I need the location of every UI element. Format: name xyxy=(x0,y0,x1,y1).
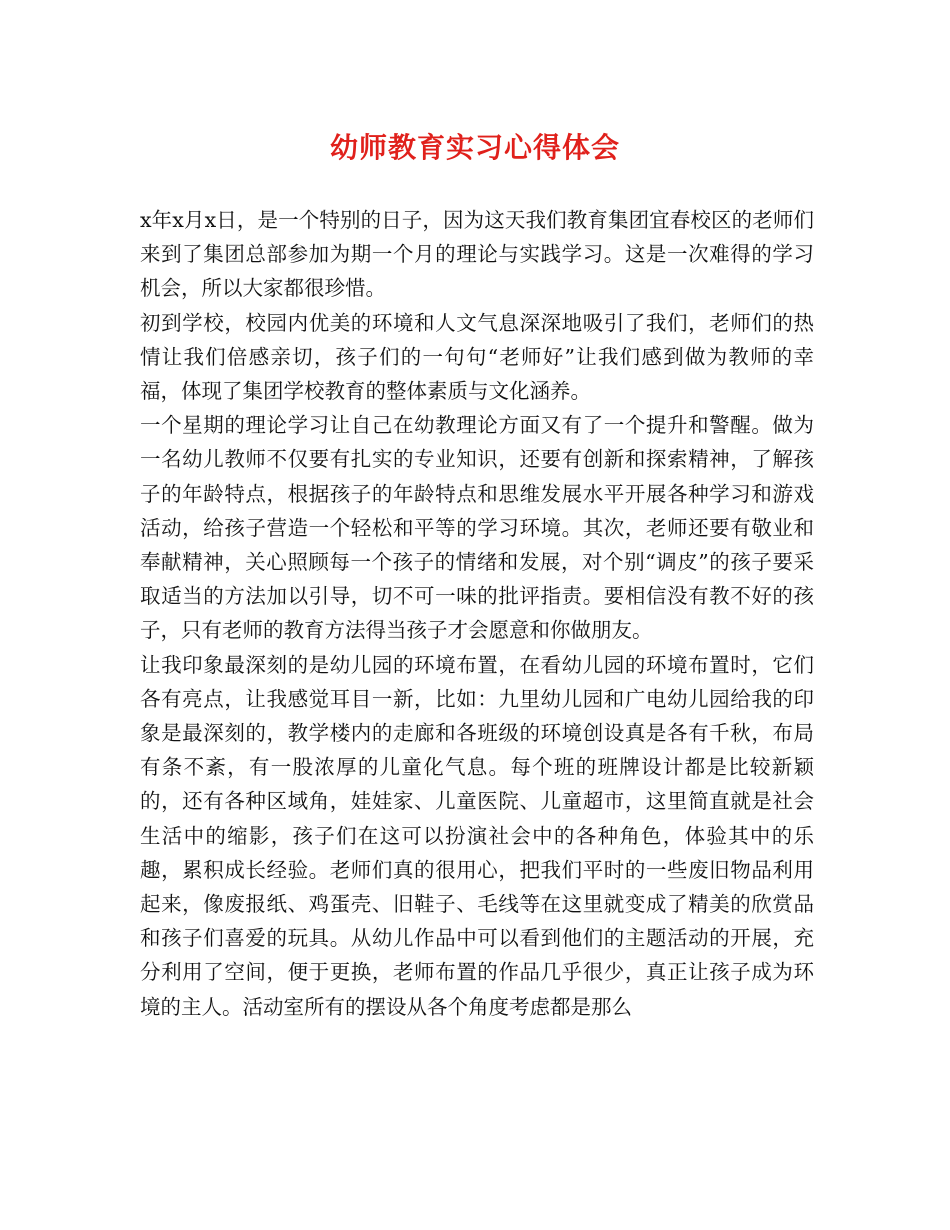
paragraph-4: 让我印象最深刻的是幼儿园的环境布置，在看幼儿园的环境布置时，它们各有亮点，让我感觉耳目一新，比如：九里幼儿园和广电幼儿园给我的印象是最深刻的，教学楼内的走廊和各班级的环境创设真是各有千秋，布局有条不紊，有一股浓厚的儿童化气息。每个班的班牌设计都是比较新颖的，还有各种区域角，娃娃家、儿童医院、儿童超市，这里简直就是社会生活中的缩影，孩子们在这可以扮演社会中的各种角色，体验其中的乐趣，累积成长经验。老师们真的很用心，把我们平时的一些废旧物品利用起来，像废报纸、鸡蛋壳、旧鞋子、毛线等在这里就变成了精美的欣赏品和孩子们喜爱的玩具。从幼儿作品中可以看到他们的主题活动的开展，充分利用了空间，便于更换，老师布置的作品几乎很少，真正让孩子成为环境的主人。活动室所有的摆设从各个角度考虑都是那么 xyxy=(140,652,814,1019)
paragraph-2: 初到学校，校园内优美的环境和人文气息深深地吸引了我们，老师们的热情让我们倍感亲切，孩子们的一句句“老师好”让我们感到做为教师的幸福，体现了集团学校教育的整体素质与文化涵养。 xyxy=(140,310,814,404)
document-body xyxy=(140,203,814,1024)
paragraph-3: 一个星期的理论学习让自己在幼教理论方面又有了一个提升和警醒。做为一名幼儿教师不仅要有扎实的专业知识，还要有创新和探索精神，了解孩子的年龄特点，根据孩子的年龄特点和思维发展水平开展各种学习和游戏活动，给孩子营造一个轻松和平等的学习环境。其次，老师还要有敬业和奉献精神，关心照顾每一个孩子的情绪和发展，对个别“调皮”的孩子要采取适当的方法加以引导，切不可一味的批评指责。要相信没有教不好的孩子，只有老师的教育方法得当孩子才会愿意和你做朋友。 xyxy=(140,413,814,643)
paragraph-1: x年x月x日，是一个特别的日子，因为这天我们教育集团宜春校区的老师们来到了集团总部参加为期一个月的理论与实践学习。这是一次难得的学习机会，所以大家都很珍惜。 xyxy=(140,208,814,301)
document-title: 幼师教育实习心得体会 xyxy=(329,131,620,164)
